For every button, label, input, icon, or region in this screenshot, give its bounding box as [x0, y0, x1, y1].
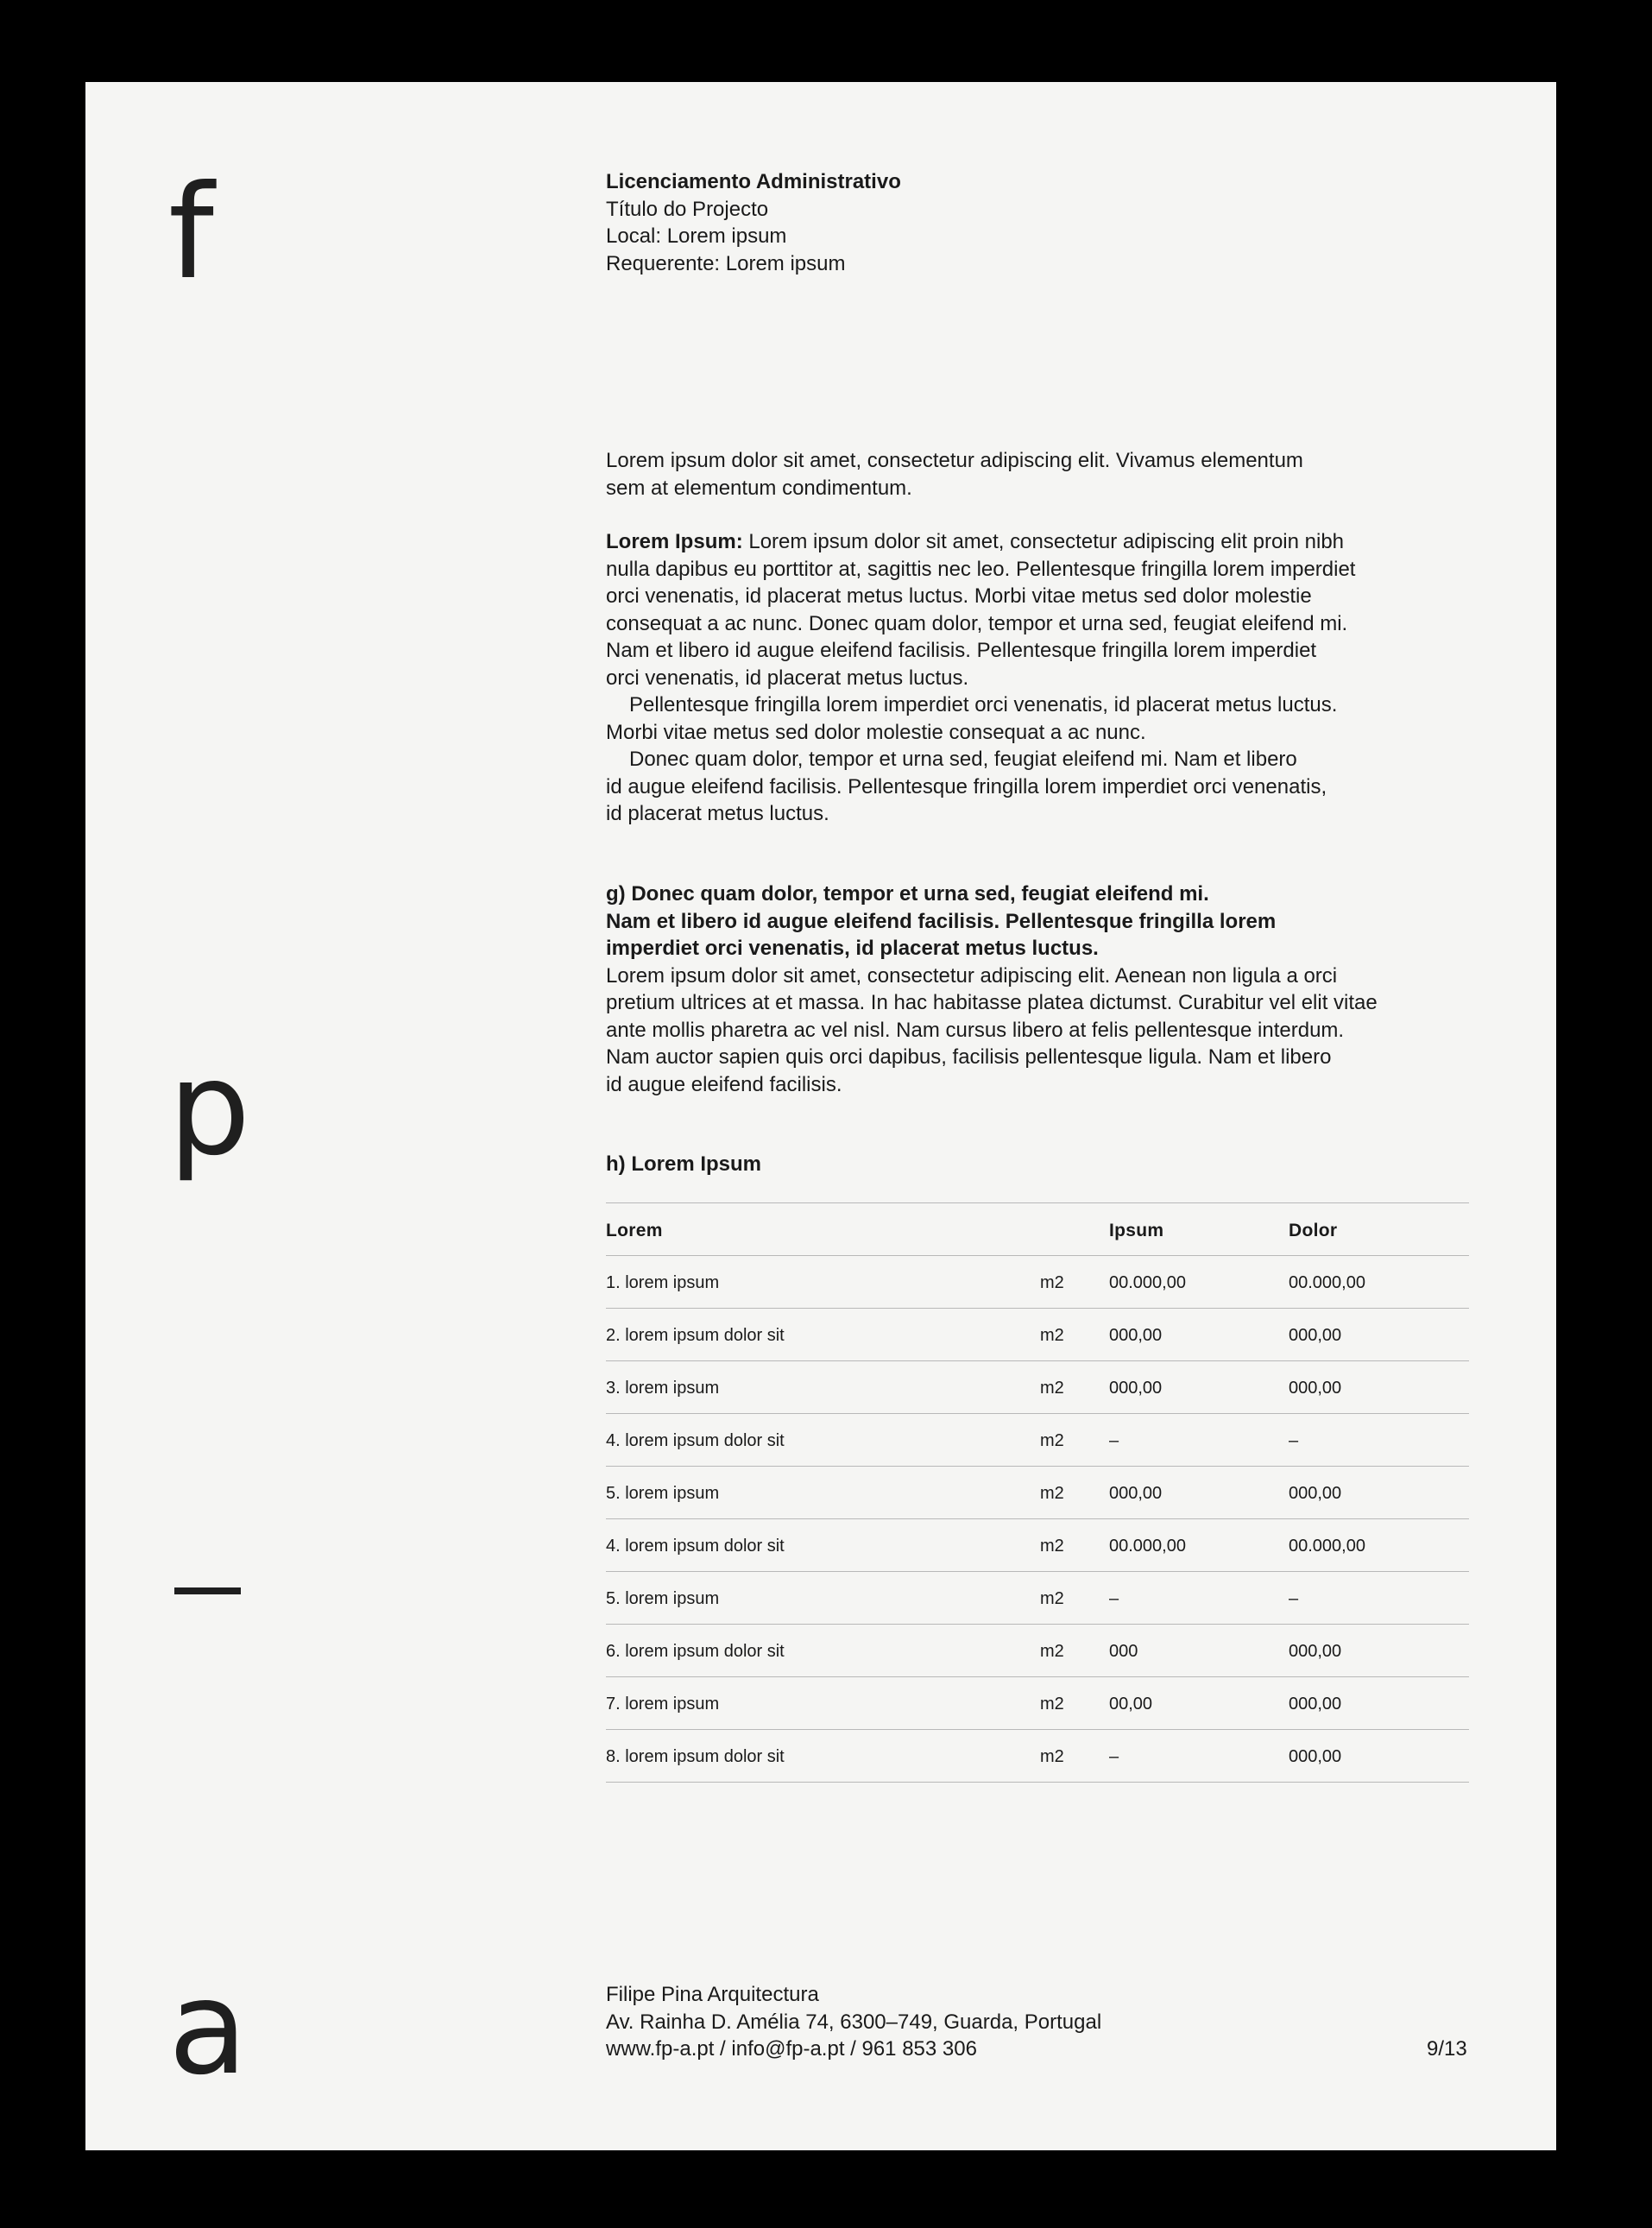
table-row	[606, 1361, 1469, 1414]
table-row	[606, 1309, 1469, 1361]
table-cell: m2	[1040, 1379, 1064, 1398]
body-line: Morbi vitae metus sed dolor molestie consequat a ac nunc.	[606, 720, 1146, 744]
table-header-cell: Dolor	[1289, 1221, 1338, 1240]
table-cell: 4. lorem ipsum dolor sit	[606, 1431, 785, 1450]
table-row	[606, 1572, 1469, 1625]
table-row	[606, 1467, 1469, 1519]
body-line: Pellentesque fringilla lorem imperdiet orci venenatis, id placerat metus luctus.	[629, 693, 1338, 716]
body-line: Donec quam dolor, tempor et urna sed, feugiat eleifend mi. Nam et libero	[629, 748, 1297, 771]
body-line-text: Lorem ipsum dolor sit amet, consectetur adipiscing elit proin nibh	[742, 530, 1345, 553]
table-cell: 000,00	[1289, 1747, 1342, 1766]
table-cell: 000,00	[1109, 1326, 1163, 1345]
table-header-cell: Ipsum	[1109, 1221, 1164, 1240]
table-cell: 000	[1109, 1642, 1138, 1661]
table-row	[606, 1256, 1469, 1309]
monogram-letter-p: p	[168, 1034, 251, 1184]
intro-line: Lorem ipsum dolor sit amet, consectetur adipiscing elit. Vivamus elementum	[606, 449, 1303, 472]
table-cell: m2	[1040, 1589, 1064, 1608]
table-cell: 00.000,00	[1289, 1537, 1365, 1556]
table-cell: 6. lorem ipsum dolor sit	[606, 1642, 785, 1661]
monogram-letter-a: a	[168, 1953, 248, 2104]
area-table	[606, 1202, 1469, 1783]
table-cell: –	[1289, 1589, 1299, 1608]
table-cell: m2	[1040, 1484, 1064, 1503]
table-cell: m2	[1040, 1431, 1064, 1450]
table-cell: 1. lorem ipsum	[606, 1273, 720, 1292]
body-line: orci venenatis, id placerat metus luctus. Morbi vitae metus sed dolor molestie	[606, 584, 1312, 608]
table-cell: 000,00	[1289, 1379, 1342, 1398]
document-header	[606, 168, 1555, 277]
table-cell: 000,00	[1109, 1484, 1163, 1503]
body-lead-label: Lorem Ipsum:	[606, 530, 743, 553]
table-header-cell: Lorem	[606, 1221, 663, 1240]
page-number: 9/13	[1427, 2037, 1467, 2061]
footer-company: Filipe Pina Arquitectura	[606, 1983, 819, 2006]
body-line: id augue eleifend facilisis. Pellentesque fringilla lorem imperdiet orci venenatis,	[606, 774, 1327, 798]
table-cell: m2	[1040, 1273, 1064, 1292]
table-cell: m2	[1040, 1326, 1064, 1345]
body-line: Nam et libero id augue eleifend facilisis. Pellentesque fringilla lorem imperdiet	[606, 639, 1317, 662]
table-cell: 2. lorem ipsum dolor sit	[606, 1326, 785, 1345]
table-cell: 3. lorem ipsum	[606, 1379, 720, 1398]
table-row	[606, 1519, 1469, 1572]
table-cell: 7. lorem ipsum	[606, 1695, 720, 1714]
monogram-letter-f: f	[168, 158, 214, 308]
table-header-row	[606, 1203, 1469, 1256]
body-line: id placerat metus luctus.	[606, 802, 829, 825]
intro-line: sem at elementum condimentum.	[606, 476, 912, 500]
project-title: Título do Projecto	[606, 197, 769, 221]
table-cell: 000,00	[1289, 1642, 1342, 1661]
project-applicant: Requerente: Lorem ipsum	[606, 251, 846, 275]
section-g-title-line: imperdiet orci venenatis, id placerat metus luctus.	[606, 937, 1099, 960]
document-title: Licenciamento Administrativo	[606, 170, 901, 193]
intro-paragraph	[606, 447, 1469, 502]
section-g	[606, 880, 1486, 1098]
table-cell: –	[1289, 1431, 1299, 1450]
table-cell: –	[1109, 1589, 1119, 1608]
section-g-title-line: g) Donec quam dolor, tempor et urna sed, feugiat eleifend mi.	[606, 882, 1209, 906]
section-h-title: h) Lorem Ipsum	[606, 1152, 762, 1176]
body-line: orci venenatis, id placerat metus luctus.	[606, 666, 969, 690]
table-cell: 000,00	[1289, 1326, 1342, 1345]
table-row	[606, 1414, 1469, 1467]
body-paragraph	[606, 528, 1486, 828]
table-cell: 5. lorem ipsum	[606, 1484, 720, 1503]
table-cell: –	[1109, 1431, 1119, 1450]
monogram-dash	[174, 1587, 241, 1594]
section-g-line: Lorem ipsum dolor sit amet, consectetur adipiscing elit. Aenean non ligula a orci	[606, 963, 1338, 988]
footer-address: Av. Rainha D. Amélia 74, 6300–749, Guarda, Portugal	[606, 2010, 1102, 2034]
table-cell: m2	[1040, 1747, 1064, 1766]
table-cell: 00.000,00	[1109, 1537, 1186, 1556]
body-line: consequat a ac nunc. Donec quam dolor, tempor et urna sed, feugiat eleifend mi.	[606, 611, 1348, 635]
section-g-line: ante mollis pharetra ac vel nisl. Nam cursus libero at felis pellentesque interdum.	[606, 1018, 1345, 1042]
table-cell: 000,00	[1289, 1484, 1342, 1503]
table-row	[606, 1730, 1469, 1783]
table-cell: m2	[1040, 1537, 1064, 1556]
document-page	[85, 82, 1556, 2150]
table-cell: 5. lorem ipsum	[606, 1589, 720, 1608]
section-g-line: pretium ultrices at et massa. In hac habitasse platea dictumst. Curabitur vel elit vitae	[606, 991, 1378, 1014]
footer	[606, 1981, 1101, 2063]
table-cell: 000,00	[1109, 1379, 1163, 1398]
table-cell: 00.000,00	[1109, 1273, 1186, 1292]
section-g-title-line: Nam et libero id augue eleifend facilisis. Pellentesque fringilla lorem	[606, 909, 1277, 933]
table-row	[606, 1677, 1469, 1730]
table-cell: 00.000,00	[1289, 1273, 1365, 1292]
table-cell: m2	[1040, 1642, 1064, 1661]
table-cell: 8. lorem ipsum dolor sit	[606, 1747, 785, 1766]
table-cell: 00,00	[1109, 1695, 1153, 1714]
section-g-line: Nam auctor sapien quis orci dapibus, facilisis pellentesque ligula. Nam et libero	[606, 1045, 1332, 1069]
table-row	[606, 1625, 1469, 1677]
table-cell: 000,00	[1289, 1695, 1342, 1714]
table-cell: 4. lorem ipsum dolor sit	[606, 1537, 785, 1556]
body-line: nulla dapibus eu porttitor at, sagittis nec leo. Pellentesque fringilla lorem imperdiet	[606, 557, 1356, 581]
project-location: Local: Lorem ipsum	[606, 224, 787, 248]
table-cell: m2	[1040, 1695, 1064, 1714]
footer-contact: www.fp-a.pt / info@fp-a.pt / 961 853 306	[606, 2037, 977, 2061]
body-line	[606, 528, 1486, 556]
section-g-line: id augue eleifend facilisis.	[606, 1072, 842, 1096]
table-cell: –	[1109, 1747, 1119, 1766]
